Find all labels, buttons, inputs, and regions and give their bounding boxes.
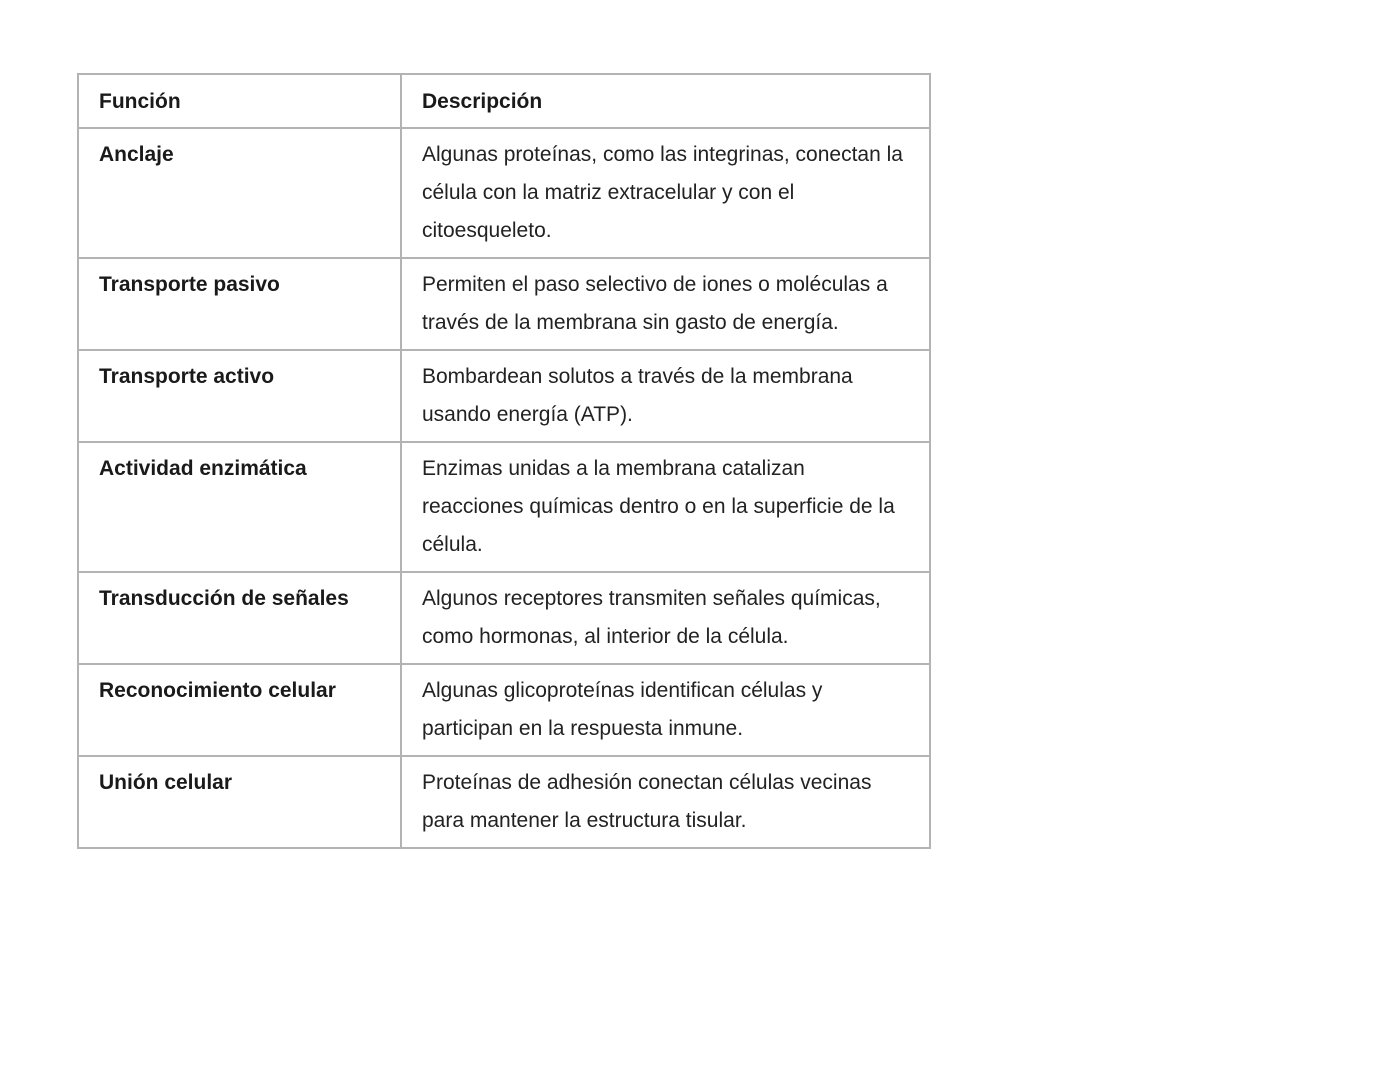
function-cell: Transporte activo	[78, 350, 401, 442]
table-row	[78, 350, 930, 442]
table-row	[78, 128, 930, 258]
description-cell: Proteínas de adhesión conectan células vecinas para mantener la estructura tisular.	[401, 756, 930, 848]
function-cell: Actividad enzimática	[78, 442, 401, 572]
table-row	[78, 258, 930, 350]
description-cell: Enzimas unidas a la membrana catalizan reacciones químicas dentro o en la superficie de la célula.	[401, 442, 930, 572]
function-cell: Anclaje	[78, 128, 401, 258]
description-cell: Algunas proteínas, como las integrinas, conectan la célula con la matriz extracelular y con el citoesqueleto.	[401, 128, 930, 258]
description-cell: Algunos receptores transmiten señales químicas, como hormonas, al interior de la célula.	[401, 572, 930, 664]
header-function: Función	[78, 74, 401, 128]
table-row	[78, 664, 930, 756]
description-cell: Algunas glicoproteínas identifican células y participan en la respuesta inmune.	[401, 664, 930, 756]
function-cell: Reconocimiento celular	[78, 664, 401, 756]
function-cell: Unión celular	[78, 756, 401, 848]
function-cell: Transporte pasivo	[78, 258, 401, 350]
table-row	[78, 572, 930, 664]
table-header-row	[78, 74, 930, 128]
table-row	[78, 442, 930, 572]
membrane-functions-table	[77, 73, 931, 849]
function-cell: Transducción de señales	[78, 572, 401, 664]
header-description: Descripción	[401, 74, 930, 128]
table-row	[78, 756, 930, 848]
membrane-functions-table-container	[77, 73, 931, 849]
description-cell: Permiten el paso selectivo de iones o moléculas a través de la membrana sin gasto de energía.	[401, 258, 930, 350]
description-cell: Bombardean solutos a través de la membrana usando energía (ATP).	[401, 350, 930, 442]
